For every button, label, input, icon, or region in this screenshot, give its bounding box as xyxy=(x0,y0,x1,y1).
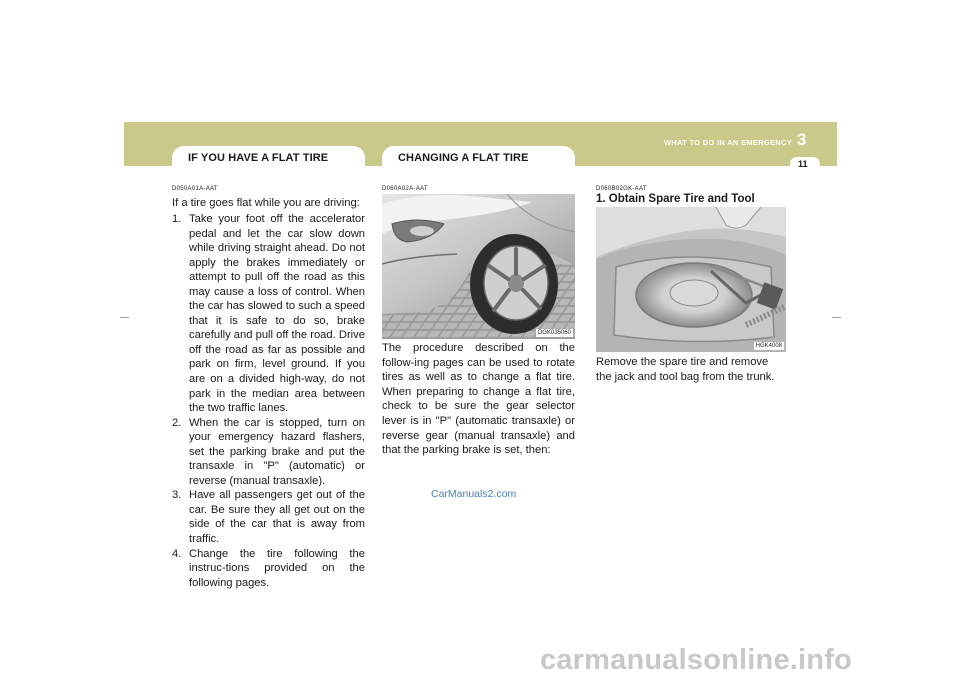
section-code-left: D050A01A-AAT xyxy=(172,186,218,192)
site-watermark: carmanualsonline.info xyxy=(540,644,852,676)
step-text: When the car is stopped, turn on your emergency hazard flashers, set the parking brake and put the transaxle in "P" (automatic) or reverse (manual transaxle). xyxy=(189,416,365,487)
step-text: Change the tire following the instruc-tions provided on the following pages. xyxy=(189,547,365,589)
section-code-middle: D060A02A-AAT xyxy=(382,186,428,192)
list-item xyxy=(172,416,365,489)
step-heading: 1. Obtain Spare Tire and Tool xyxy=(596,193,755,205)
page-number: 11 xyxy=(798,159,808,169)
step-number: 4. xyxy=(172,547,182,560)
chapter-number: 3 xyxy=(797,130,807,149)
section-title-flat-tire: IF YOU HAVE A FLAT TIRE xyxy=(188,152,329,164)
section-tab-flat-tire xyxy=(172,146,365,168)
figure-code-right: HGK4008 xyxy=(755,343,782,349)
car-wheel-figure xyxy=(382,194,575,339)
trunk-spare-tire-figure xyxy=(596,207,786,352)
list-item xyxy=(172,488,365,546)
list-item xyxy=(172,212,365,416)
chapter-title: WHAT TO DO IN AN EMERGENCY xyxy=(663,138,792,147)
changing-tire-text: The procedure described on the follow-ing pages can be used to rotate tires as well as to change a flat tire. When preparing to change a flat tire, check to be sure the gear selector lever is in "P" (automatic transaxle) or reverse gear (manual transaxle) and that the parking brake is set, then: xyxy=(382,342,575,457)
intro-text: If a tire goes flat while you are driving: xyxy=(172,197,360,209)
section-title-changing-tire: CHANGING A FLAT TIRE xyxy=(398,152,529,164)
spare-tire-text: Remove the spare tire and remove the jack and tool bag from the trunk. xyxy=(596,356,775,383)
trunk-spare-tire-illustration xyxy=(596,207,786,352)
section-code-right: D060B02GK-AAT xyxy=(596,186,647,192)
crop-mark-left xyxy=(120,317,129,318)
list-item xyxy=(172,547,365,591)
figure-code-middle: OGK035060 xyxy=(537,330,571,336)
step-number: 2. xyxy=(172,416,182,429)
section-tab-changing-tire xyxy=(382,146,575,168)
step-number: 3. xyxy=(172,489,182,502)
step-text: Take your foot off the accelerator pedal and let the car slow down while driving straight ahead. Do not apply the brakes immediately or attempt to pull off the road as this may cause a loss of control. When the car has slowed to such a speed that it is safe to do so, brake carefully and pull off the road. Drive off the road as far as possible and park on firm, level ground. If you are on a divided high-way, do not park in the median area between the two traffic lanes. xyxy=(189,213,365,415)
crop-mark-right xyxy=(832,317,841,318)
watermark-text: CarManuals2.com xyxy=(431,488,517,500)
car-wheel-illustration xyxy=(382,194,575,339)
step-text: Have all passengers get out of the car. Be sure they all get out on the side of the car that is away from traffic. xyxy=(189,489,365,546)
step-number: 1. xyxy=(172,213,182,225)
flat-tire-steps xyxy=(172,212,365,590)
